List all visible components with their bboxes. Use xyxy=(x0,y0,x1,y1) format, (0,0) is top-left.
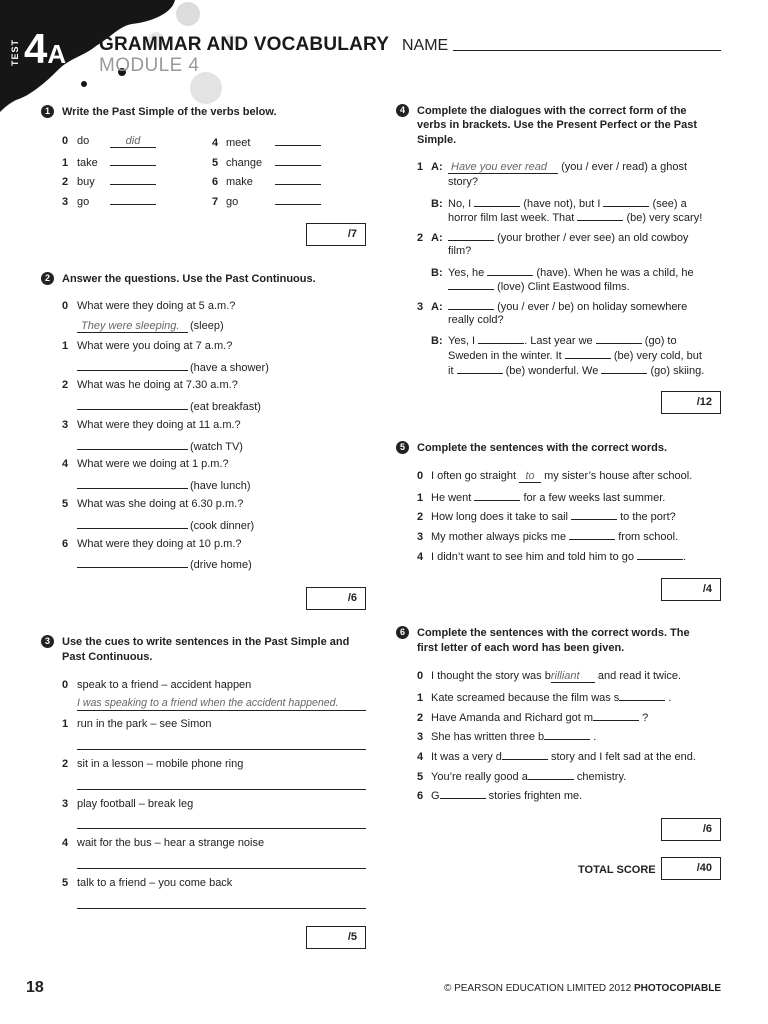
ex6-instruction-line-1: Complete the sentences with the correct words. The xyxy=(417,627,690,639)
ex6-answer-0: rilliant xyxy=(551,670,595,683)
ex2-blank-5[interactable] xyxy=(77,517,188,529)
ex2-question-3: 3 What were they doing at 11 a.m.? xyxy=(62,419,241,431)
ex4-bullet: 4 xyxy=(396,104,409,117)
ex1-item-4: 4 meet xyxy=(212,134,321,150)
ex6-item-4: 4 It was a very d story and I felt sad at the end. xyxy=(417,748,696,764)
ex2-bullet: 2 xyxy=(41,272,54,285)
ex4-d1-blank-2[interactable] xyxy=(603,195,649,207)
ex1-blank-1[interactable] xyxy=(110,154,156,166)
ex3-cue-1: 1 run in the park – see Simon xyxy=(62,718,212,730)
ex5-answer-0: to xyxy=(519,470,541,483)
ex4-d3-b-line2: Sweden in the winter. It (be) very cold, but xyxy=(448,347,702,363)
ex4-d2-blank-3[interactable] xyxy=(448,278,494,290)
ex4-d1-b-line2: horror film last week. That (be) very scary! xyxy=(448,209,702,225)
footer-copyright xyxy=(444,982,721,996)
ex4-d2-b-line2: (love) Clint Eastwood films. xyxy=(448,278,630,294)
ex4-d3-b-line3: it (be) wonderful. We (go) skiing. xyxy=(448,362,704,378)
ex3-answer-line-5[interactable] xyxy=(77,908,366,909)
ex2-blank-6[interactable] xyxy=(77,556,188,568)
ex5-instruction: Complete the sentences with the correct words. xyxy=(417,442,668,454)
ex5-blank-2[interactable] xyxy=(571,508,617,520)
ex4-d1-a-line2: story? xyxy=(448,176,478,188)
ex2-answer-row-6: (drive home) xyxy=(77,556,252,572)
ex4-d3-blank-3[interactable] xyxy=(596,332,642,344)
ex3-cue-3: 3 play football – break leg xyxy=(62,798,194,810)
ex6-item-6: 6 G stories frighten me. xyxy=(417,787,582,803)
ex5-blank-3[interactable] xyxy=(569,528,615,540)
ex5-bullet: 5 xyxy=(396,441,409,454)
ex4-d3-b-line1: B: Yes, I . Last year we (go) to xyxy=(431,332,677,348)
ex4-d2-blank-1[interactable] xyxy=(448,229,494,241)
ex2-blank-3[interactable] xyxy=(77,438,188,450)
ex6-bullet: 6 xyxy=(396,626,409,639)
ex6-item-2: 2 Have Amanda and Richard got m ? xyxy=(417,709,648,725)
ex6-blank-3[interactable] xyxy=(544,728,590,740)
ex2-answer-0: They were sleeping. xyxy=(77,320,188,333)
ex1-item-0: 0 do did xyxy=(62,134,156,148)
ex6-item-5: 5 You’re really good a chemistry. xyxy=(417,768,626,784)
ex6-instruction-line-2: first letter of each word has been given. xyxy=(417,642,625,654)
ex4-d2-blank-2[interactable] xyxy=(487,264,533,276)
photocopiable-text: PHOTOCOPIABLE xyxy=(633,983,721,994)
ex3-score-box[interactable]: /5 xyxy=(306,926,366,949)
page-number: 18 xyxy=(26,979,44,996)
test-label: TEST xyxy=(10,38,20,66)
ex6-blank-2[interactable] xyxy=(593,709,639,721)
ex1-item-2: 2 buy xyxy=(62,173,156,189)
name-label: NAME xyxy=(402,37,449,54)
ex5-blank-4[interactable] xyxy=(637,548,683,560)
ex2-blank-4[interactable] xyxy=(77,477,188,489)
ex6-item-3: 3 She has written three b . xyxy=(417,728,596,744)
ex4-d1-answer: Have you ever read xyxy=(448,161,558,174)
ex5-item-0: 0 I often go straight to my sister’s house after school. xyxy=(417,470,693,482)
ex1-blank-6[interactable] xyxy=(275,173,321,185)
ex4-d1-b-line1: B: No, I (have not), but I (see) a xyxy=(431,195,687,211)
ex2-question-1: 1 What were you doing at 7 a.m.? xyxy=(62,340,233,352)
ex1-blank-2[interactable] xyxy=(110,173,156,185)
ex2-question-2: 2 What was he doing at 7.30 a.m.? xyxy=(62,379,238,391)
ex6-blank-6[interactable] xyxy=(440,787,486,799)
test-number-digit: 4 xyxy=(24,25,48,72)
ex1-bullet: 1 xyxy=(41,105,54,118)
ex2-question-0: 0 What were they doing at 5 a.m.? xyxy=(62,300,236,312)
ex2-answer-row-2: (eat breakfast) xyxy=(77,398,261,414)
ex5-score-box[interactable]: /4 xyxy=(661,578,721,601)
ex4-d1-a-line1: 1 A: Have you ever read (you / ever / read) a ghost xyxy=(417,161,688,173)
ex1-item-3: 3 go xyxy=(62,193,156,209)
ex3-answer-line-2[interactable] xyxy=(77,789,366,790)
ex4-d3-blank-1[interactable] xyxy=(448,298,494,310)
ex5-item-2: 2 How long does it take to sail to the port? xyxy=(417,508,676,524)
total-score-box[interactable]: /40 xyxy=(661,857,721,880)
ex2-instruction: Answer the questions. Use the Past Continuous. xyxy=(62,273,316,285)
ex4-instruction-line-1: Complete the dialogues with the correct form of the xyxy=(417,105,687,117)
ex2-answer-row-4: (have lunch) xyxy=(77,477,251,493)
ex4-score-box[interactable]: /12 xyxy=(661,391,721,414)
module-label: MODULE 4 xyxy=(99,55,200,76)
ex6-blank-5[interactable] xyxy=(528,768,574,780)
ex3-instruction-line-1: Use the cues to write sentences in the Past Simple and xyxy=(62,636,350,648)
ex2-answer-row-0: They were sleeping. (sleep) xyxy=(77,319,224,333)
ex4-d3-blank-2[interactable] xyxy=(478,332,524,344)
ex4-d3-blank-4[interactable] xyxy=(565,347,611,359)
ex4-instruction-line-2: verbs in brackets. Use the Present Perfect or the Past xyxy=(417,119,698,131)
ex3-cue-4: 4 wait for the bus – hear a strange noise xyxy=(62,837,265,849)
ex5-item-1: 1 He went for a few weeks last summer. xyxy=(417,489,665,505)
ex1-blank-5[interactable] xyxy=(275,154,321,166)
ex4-d2-a-line2: film? xyxy=(448,245,472,257)
ex2-score-box[interactable]: /6 xyxy=(306,587,366,610)
page-title: GRAMMAR AND VOCABULARY xyxy=(99,34,390,55)
ex1-item-1: 1 take xyxy=(62,154,156,170)
ex5-blank-1[interactable] xyxy=(474,489,520,501)
ex6-blank-1[interactable] xyxy=(619,689,665,701)
ex4-instruction-line-3: Simple. xyxy=(417,134,457,146)
ex1-score-box[interactable]: /7 xyxy=(306,223,366,246)
test-number-letter: A xyxy=(47,39,67,69)
ex1-item-5: 5 change xyxy=(212,154,321,170)
ex4-d3-blank-6[interactable] xyxy=(601,362,647,374)
name-field[interactable] xyxy=(453,50,721,51)
ex4-d2-b-line1: B: Yes, he (have). When he was a child, he xyxy=(431,264,694,280)
ex5-item-3: 3 My mother always picks me from school. xyxy=(417,528,678,544)
ex2-answer-row-5: (cook dinner) xyxy=(77,517,254,533)
ex3-answer-0: I was speaking to a friend when the accident happened. xyxy=(77,697,366,711)
ex1-answer-0: did xyxy=(110,135,156,148)
ex1-blank-3[interactable] xyxy=(110,193,156,205)
ex2-blank-1[interactable] xyxy=(77,359,188,371)
ex4-d3-blank-5[interactable] xyxy=(457,362,503,374)
ex2-answer-row-3: (watch TV) xyxy=(77,438,243,454)
ex6-item-1: 1 Kate screamed because the film was s . xyxy=(417,689,671,705)
ex1-item-6: 6 make xyxy=(212,173,321,189)
ex2-question-4: 4 What were we doing at 1 p.m.? xyxy=(62,458,229,470)
ex4-d1-blank-1[interactable] xyxy=(474,195,520,207)
ex1-blank-4[interactable] xyxy=(275,134,321,146)
ex3-cue-5: 5 talk to a friend – you come back xyxy=(62,877,233,889)
ex3-instruction-line-2: Past Continuous. xyxy=(62,651,153,663)
test-number xyxy=(24,25,67,72)
ex4-d2-a-line1: 2 A: (your brother / ever see) an old cowboy xyxy=(417,229,688,245)
ex2-question-5: 5 What was she doing at 6.30 p.m.? xyxy=(62,498,244,510)
ex1-instruction: Write the Past Simple of the verbs below. xyxy=(62,106,277,118)
ex3-cue-0: 0 speak to a friend – accident happen xyxy=(62,679,252,691)
ex3-answer-line-1[interactable] xyxy=(77,749,366,750)
ex1-blank-7[interactable] xyxy=(275,193,321,205)
copyright-text: © PEARSON EDUCATION LIMITED 2012 xyxy=(443,983,632,994)
ex3-answer-line-3[interactable] xyxy=(77,828,366,829)
ex6-item-0: 0 I thought the story was brilliant and read it twice. xyxy=(417,670,682,682)
ex3-answer-line-4[interactable] xyxy=(77,868,366,869)
ex4-d1-blank-3[interactable] xyxy=(577,209,623,221)
ex6-score-box[interactable]: /6 xyxy=(661,818,721,841)
ex4-d3-a-line1: 3 A: (you / ever / be) on holiday somewhere xyxy=(417,298,687,314)
ex2-answer-row-1: (have a shower) xyxy=(77,359,269,375)
ex1-item-7: 7 go xyxy=(212,193,321,209)
ex4-d3-a-line2: really cold? xyxy=(448,314,504,326)
ex5-item-4: 4 I didn’t want to see him and told him to go . xyxy=(417,548,686,564)
ex2-blank-2[interactable] xyxy=(77,398,188,410)
ex2-question-6: 6 What were they doing at 10 p.m.? xyxy=(62,538,242,550)
ex6-blank-4[interactable] xyxy=(502,748,548,760)
total-score-label: TOTAL SCORE xyxy=(578,864,656,876)
ex3-cue-2: 2 sit in a lesson – mobile phone ring xyxy=(62,758,244,770)
ex3-bullet: 3 xyxy=(41,635,54,648)
